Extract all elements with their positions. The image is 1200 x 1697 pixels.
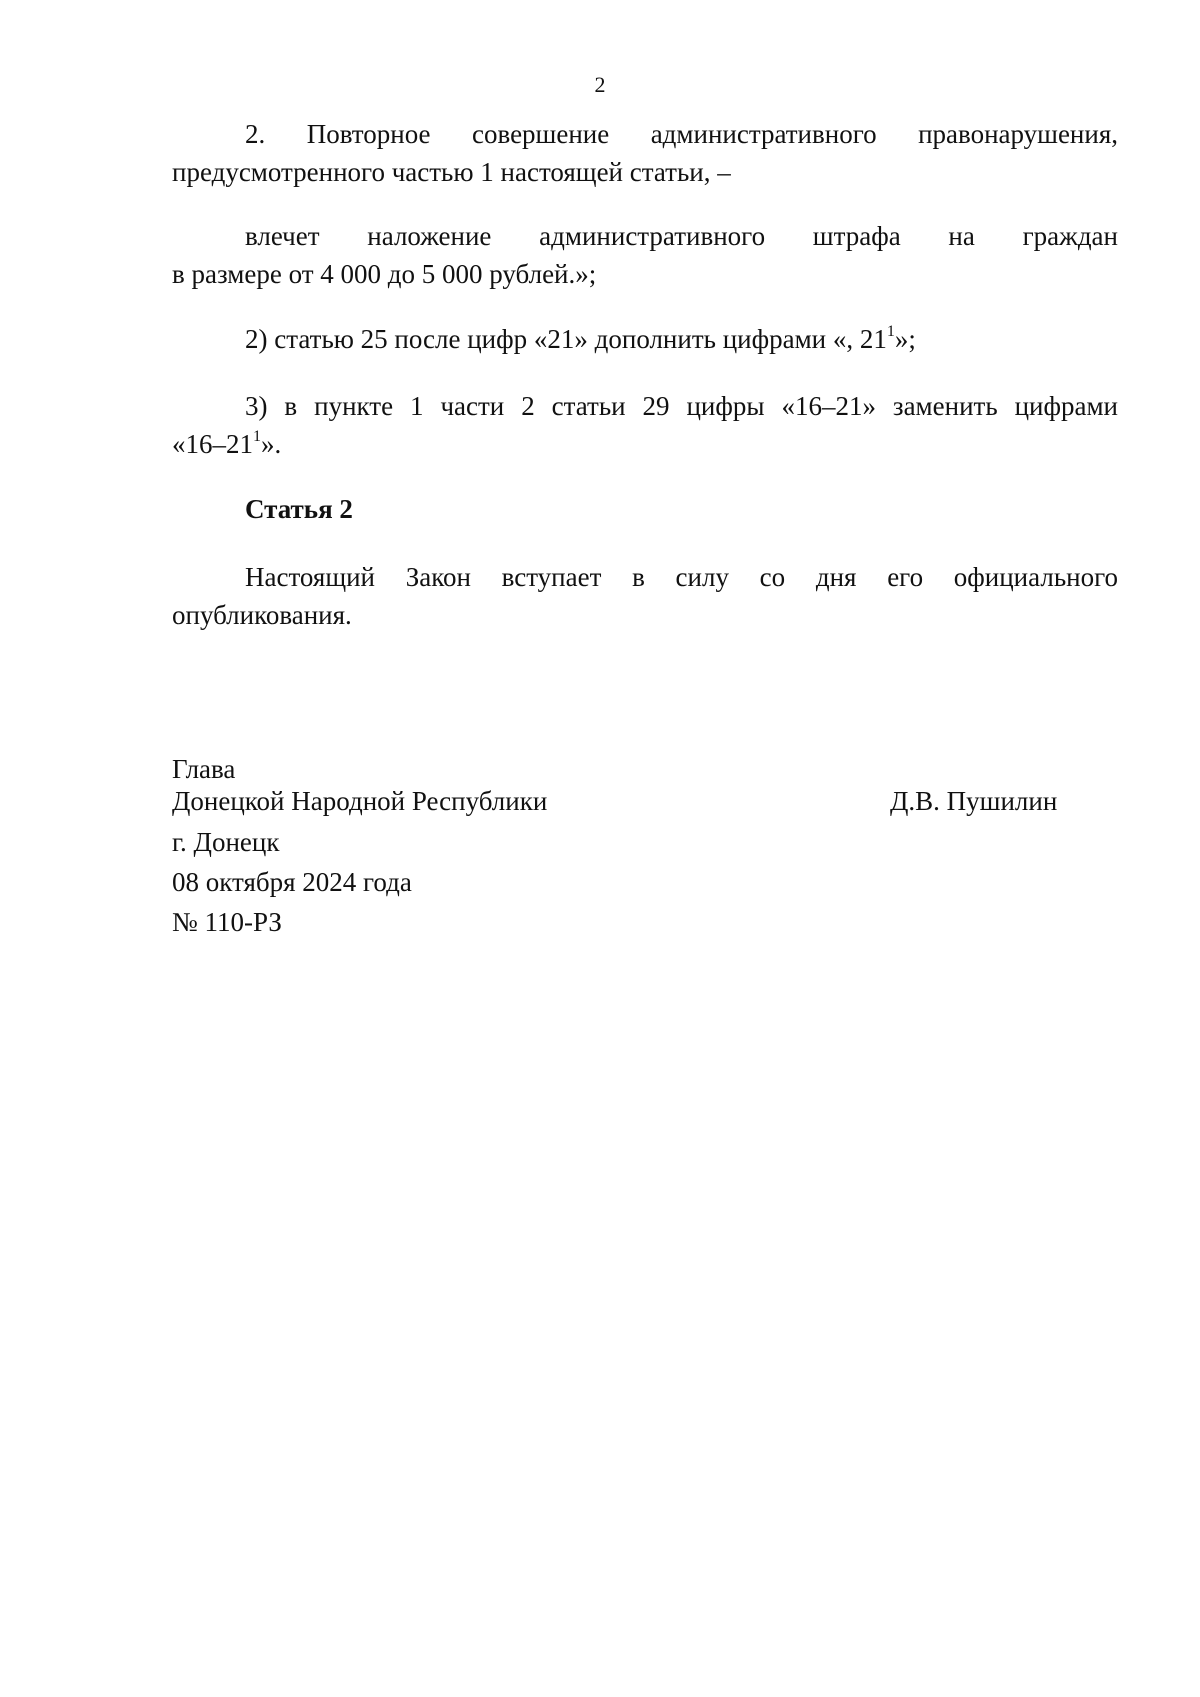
signing-city: г. Донецк	[172, 827, 280, 857]
paragraph-line: опубликования.	[172, 600, 352, 630]
paragraph-line: в размере от 4 000 до 5 000 рублей.»;	[172, 259, 597, 289]
signing-date: 08 октября 2024 года	[172, 867, 412, 897]
article-heading: Статья 2	[245, 494, 353, 524]
paragraph-article-25-amendment	[172, 320, 1118, 358]
paragraph-penalty	[172, 217, 1118, 293]
law-number: № 110-РЗ	[172, 907, 282, 937]
paragraph-repeat-offense	[172, 115, 1118, 191]
superscript: 1	[886, 323, 895, 340]
paragraph-line: 3) в пункте 1 части 2 статьи 29 цифры «16–21» заменить цифрами	[245, 391, 1118, 421]
paragraph-text: »;	[894, 324, 916, 354]
paragraph-text: 2) статью 25 после цифр «21» дополнить цифрами «, 21	[245, 324, 887, 354]
paragraph-article-29-amendment	[172, 387, 1118, 463]
paragraph-line: предусмотренного частью 1 настоящей статьи, –	[172, 157, 731, 187]
signatory-title-line2	[172, 784, 1072, 818]
paragraph-line	[172, 425, 1118, 463]
paragraph-line: влечет наложение административного штрафа на граждан	[245, 221, 1118, 251]
paragraph-line: Настоящий Закон вступает в силу со дня его официального	[245, 562, 1118, 592]
paragraph-line: 2. Повторное совершение административного правонарушения,	[245, 119, 1118, 149]
paragraph-line	[172, 320, 1118, 358]
signatory-title-line1: Глава	[172, 754, 236, 784]
signatory-name: Д.В. Пушилин	[890, 786, 1058, 816]
paragraph-text: «16–21	[172, 429, 253, 459]
paragraph-entry-into-force	[172, 558, 1118, 634]
superscript: 1	[253, 428, 261, 445]
paragraph-text: ».	[261, 429, 282, 459]
signatory-organization: Донецкой Народной Республики	[172, 786, 548, 816]
page-number: 2	[594, 72, 606, 97]
